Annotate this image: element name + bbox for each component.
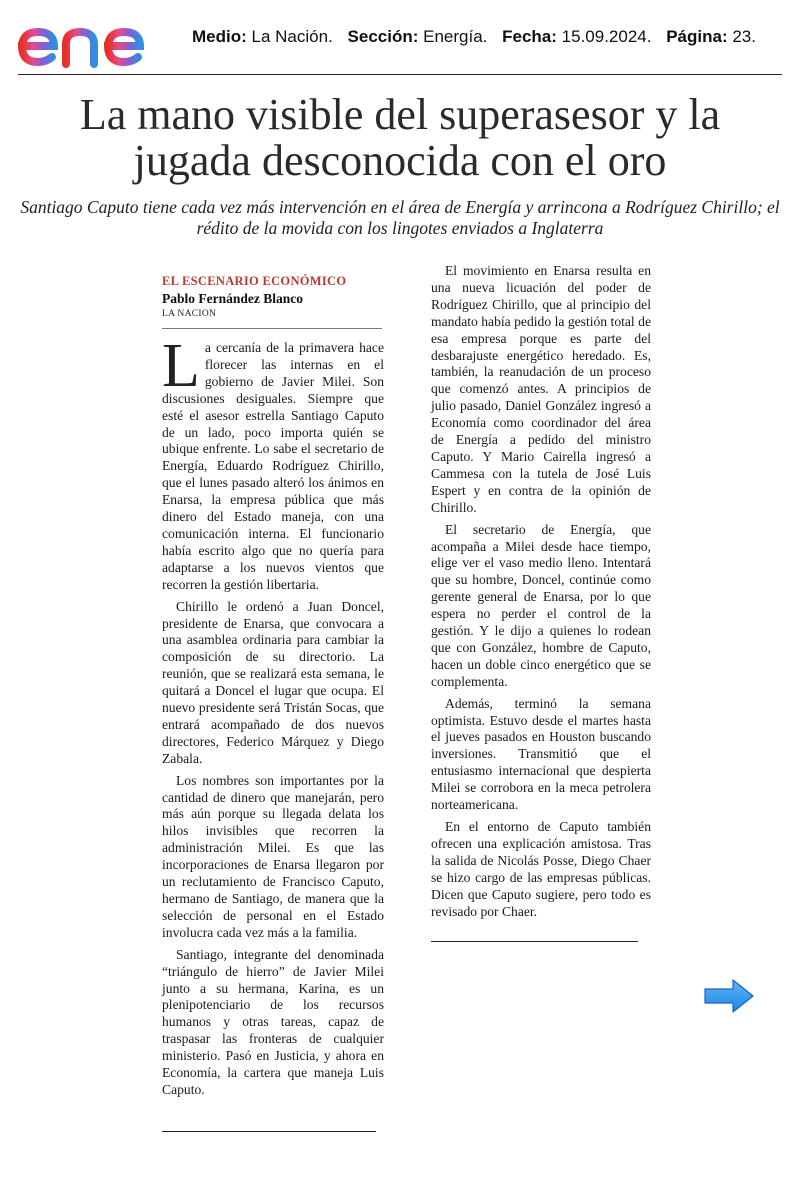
seccion-label: Sección: — [347, 27, 419, 46]
column-end-rule — [431, 941, 638, 942]
section-label: EL ESCENARIO ECONÓMICO — [162, 274, 347, 288]
page-header — [0, 0, 800, 76]
medio-label: Medio: — [192, 27, 247, 46]
pagina-label: Página: — [666, 27, 728, 46]
paragraph: El movimiento en Enarsa resulta en una nueva licuación del poder de Rodríguez Chirillo, que al principio del mandato había pedido la gestión total de esa empresa porque es parte del desbarajuste energético heredado. Es, también, la reanudación de un proceso que comenzó antes. A principios de julio pasado, Daniel González ingresó a Economía como coordinador del área de Energía a pedido del ministro Caputo. Y Mario Cairella ingresó a Cammesa con la tutela de José Luis Espert y en contra de la opinión de Chirillo. — [431, 263, 651, 515]
press-metadata — [192, 27, 756, 47]
paragraph — [162, 332, 384, 594]
author-byline: Pablo Fernández Blanco — [162, 291, 303, 306]
paragraph: Además, terminó la semana optimista. Estuvo desde el martes hasta el jueves pasados en Houston buscando inversiones. Transmitió que el entusiasmo internacional que despierta Milei se corrobora en la meca petrolera norteamericana. — [431, 695, 651, 813]
medio-value: La Nación. — [251, 27, 333, 46]
paragraph: El secretario de Energía, que acompaña a Milei desde hace tiempo, elige ver el vaso medio lleno. Intentará que su hombre, Doncel, continúe como gerente general de Enarsa, por lo que espera no perder el control de la gestión. Y le dijo a quienes lo rodean que con González, hombre de Caputo, hacen un doble cinco energético que se complementa. — [431, 521, 651, 689]
seccion-value: Energía. — [423, 27, 488, 46]
column-end-rule — [162, 1131, 376, 1132]
article-column-1 — [162, 332, 384, 1104]
article-subhead: Santiago Caputo tiene cada vez más intervención en el área de Energía y arrincona a Rodríguez Chirillo; el rédito de la movida con los lingotes enviados a Inglaterra — [20, 197, 780, 238]
header-divider — [18, 74, 782, 75]
fecha-value: 15.09.2024. — [561, 27, 652, 46]
paragraph-text: a cercanía de la primavera hace florecer las internas en el gobierno de Javier Milei. Son discusiones desiguales. Siempre que esté el asesor estrella Santiago Caputo de un lado, poco importa quién se ubique enfrente. Lo sabe el secretario de Energía, Eduardo Rodríguez Chirillo, que el lunes pasado alteró los ánimos en Enarsa, la empresa pública que más dinero del Estado maneja, con una comunicación interna. El funcionario había escrito algo que no quería para adaptarse a los nuevos vientos que recorren la gestión libertaria. — [162, 340, 384, 592]
paragraph: Santiago, integrante del denominada “triángulo de hierro” de Javier Milei junto a su hermana, Karina, es un plenipotenciario de los recursos humanos y otras tareas, capaz de traspasar las fronteras de cualquier ministerio. Pasó en Justicia, y ahora en Economía, la cartera que maneja Luis Caputo. — [162, 946, 384, 1097]
enel-logo — [14, 6, 182, 70]
paragraph: Chirillo le ordenó a Juan Doncel, presidente de Enarsa, que convocara a una asamblea ordinaria para cambiar la composición de su directorio. La reunión, que se realizará esta semana, le quitará a Doncel el lugar que ocupa. El nuevo presidente será Tristán Socas, que entrará acompañado de dos nuevos directores, Federico Márquez y Diego Zabala. — [162, 598, 384, 766]
pagina-value: 23. — [732, 27, 756, 46]
paragraph: En el entorno de Caputo también ofrecen una explicación amistosa. Tras la salida de Nicolás Posse, Diego Chaer se hizo cargo de las empresas públicas. Dicen que Caputo sugiere, pero todo es revisado por Chaer. — [431, 819, 651, 919]
dropcap: L — [162, 332, 200, 400]
byline-divider — [162, 328, 382, 329]
article-column-2 — [431, 263, 651, 925]
fecha-label: Fecha: — [502, 27, 557, 46]
paragraph: Los nombres son importantes por la cantidad de dinero que manejarán, pero más aún porque su llegada delata los hilos invisibles que recorren la administración Milei. Es que las incorporaciones de Enarsa llegaron por un reclutamiento de Francisco Caputo, hermano de Santiago, de manera que la selección de personal en el Estado involucra cada vez más a la familia. — [162, 772, 384, 940]
article-headline: La mano visible del superasesor y la jugada desconocida con el oro — [79, 90, 721, 185]
arrow-right-icon[interactable] — [703, 978, 755, 1014]
publication-name: LA NACION — [162, 309, 217, 319]
